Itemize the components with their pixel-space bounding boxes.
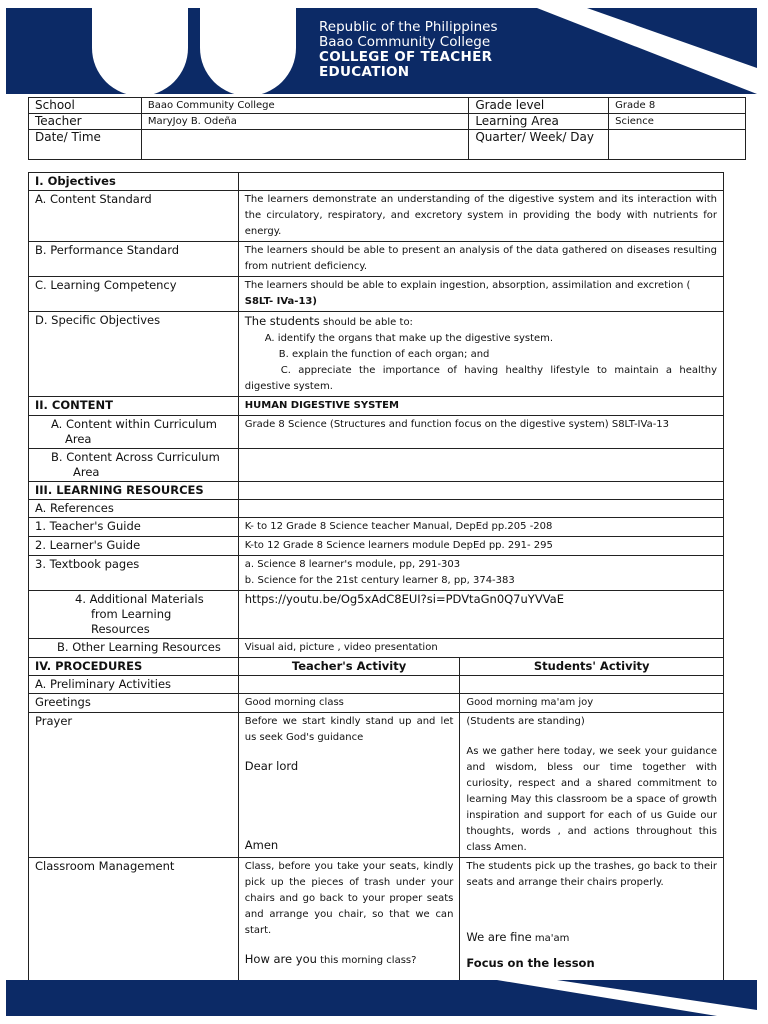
content-title: HUMAN DIGESTIVE SYSTEM <box>238 397 723 416</box>
date-time-value <box>141 130 468 160</box>
header-department-line1: COLLEGE OF TEACHER <box>319 49 493 65</box>
classroom-management-students <box>460 858 724 986</box>
content-across-label: B. Content Across Curriculum Area <box>29 449 239 482</box>
learning-area-value: Science <box>609 114 746 130</box>
header-text <box>319 20 497 80</box>
banner-logo-shape-left <box>92 8 188 94</box>
header-college-name: Baao Community College <box>319 34 491 50</box>
specific-objective-b: B. explain the function of each organ; and <box>278 349 490 360</box>
footer-banner <box>6 980 757 1016</box>
references-label: A. References <box>29 500 239 518</box>
specific-intro: The students <box>244 314 320 328</box>
teachers-guide-label: 1. Teacher's Guide <box>29 518 239 537</box>
objectives-heading-row <box>29 173 724 191</box>
learners-guide-value: K-to 12 Grade 8 Science learners module DepEd pp. 291- 295 <box>238 537 723 556</box>
specific-objectives-value <box>238 312 723 397</box>
school-value: Baao Community College <box>141 98 468 114</box>
management-students-action: The students pick up the trashes, go back to their seats and arrange their chairs properly. <box>466 861 717 888</box>
header-banner <box>6 8 757 94</box>
greetings-teacher: Good morning class <box>238 694 460 713</box>
management-students-focus: Focus on the lesson <box>466 956 595 970</box>
grade-level-label: Grade level <box>469 98 609 114</box>
specific-intro-rest: should be able to: <box>319 317 413 328</box>
banner-stripe-decoration <box>497 8 757 94</box>
specific-objective-a: A. identify the organs that make up the digestive system. <box>264 333 554 344</box>
banner-logo-shape-right <box>200 8 296 94</box>
greetings-label: Greetings <box>29 694 239 713</box>
performance-standard-value: The learners should be able to present an analysis of the data gathered on diseases resulting from nutrient deficiency. <box>238 242 723 277</box>
footer-stripe-decoration <box>497 980 757 1016</box>
prayer-students-prayer: As we gather here today, we seek your guidance and wisdom, bless our time together with curiosity, respect and a shared commitment to learning May this classroom be a space of growth inspiration and support for each of us Guide our thoughts, words , and actions throughout this class Amen. <box>466 746 717 853</box>
prayer-teacher-dear-lord: Dear lord <box>244 759 299 773</box>
prayer-teacher <box>238 713 460 858</box>
prayer-teacher-amen: Amen <box>244 838 279 852</box>
learners-guide-label: 2. Learner's Guide <box>29 537 239 556</box>
quarter-week-day-value <box>609 130 746 160</box>
other-resources-value: Visual aid, picture , video presentation <box>238 639 723 658</box>
additional-materials-label: 4. Additional Materials from Learning Resources <box>29 591 239 639</box>
greetings-students: Good morning ma'am joy <box>460 694 724 713</box>
management-students-reply-rest: ma'am <box>531 933 570 944</box>
specific-objective-c: C. appreciate the importance of having healthy lifestyle to maintain a healthy digestive system. <box>244 365 717 392</box>
objectives-heading: I. Objectives <box>29 173 239 191</box>
resources-heading: III. LEARNING RESOURCES <box>29 482 239 500</box>
classroom-management-label: Classroom Management <box>29 858 239 986</box>
teacher-label: Teacher <box>29 114 142 130</box>
management-teacher-question: How are you <box>244 952 317 966</box>
prayer-students <box>460 713 724 858</box>
textbook-a: a. Science 8 learner's module, pp, 291-303 <box>244 559 461 570</box>
content-standard-label: A. Content Standard <box>29 191 239 242</box>
content-heading: II. CONTENT <box>29 397 239 416</box>
management-teacher-question-rest: this morning class? <box>316 955 417 966</box>
school-label: School <box>29 98 142 114</box>
other-resources-label: B. Other Learning Resources <box>29 639 239 658</box>
classroom-management-teacher <box>238 858 460 986</box>
learning-competency-label: C. Learning Competency <box>29 277 239 312</box>
grade-level-value: Grade 8 <box>609 98 746 114</box>
quarter-week-day-label: Quarter/ Week/ Day <box>469 130 609 160</box>
procedures-heading: IV. PROCEDURES <box>29 658 239 676</box>
specific-objectives-label: D. Specific Objectives <box>29 312 239 397</box>
textbook-pages-label: 3. Textbook pages <box>29 556 239 591</box>
learning-competency-value <box>238 277 723 312</box>
header-republic: Republic of the Philippines <box>319 19 498 35</box>
teachers-guide-value: K- to 12 Grade 8 Science teacher Manual, DepEd pp.205 -208 <box>238 518 723 537</box>
prayer-students-standing: (Students are standing) <box>466 716 585 727</box>
management-teacher-instruction: Class, before you take your seats, kindly pick up the pieces of trash under your chairs and go back to your proper seats and arrange you chair, so that we can start. <box>244 861 454 936</box>
content-within-label: A. Content within Curriculum Area <box>29 416 239 449</box>
additional-materials-link[interactable]: https://youtu.be/Og5xAdC8EUI?si=PDVtaGn0Q7uYVVaE <box>238 591 723 639</box>
learning-competency-code: S8LT- IVa-13) <box>244 296 317 307</box>
date-time-label: Date/ Time <box>29 130 142 160</box>
prayer-teacher-instruction: Before we start kindly stand up and let us seek God's guidance <box>244 716 454 743</box>
students-activity-header: Students' Activity <box>460 658 724 676</box>
teacher-activity-header: Teacher's Activity <box>238 658 460 676</box>
learning-competency-text: The learners should be able to explain ingestion, absorption, assimilation and excretion ( <box>244 280 691 291</box>
textbook-b: b. Science for the 21st century learner 8, pp, 374-383 <box>244 575 515 586</box>
preliminary-activities-label: A. Preliminary Activities <box>29 676 239 694</box>
content-standard-value: The learners demonstrate an understanding of the digestive system and its interaction with the circulatory, respiratory, and excretory system in providing the body with nutrients for energy. <box>238 191 723 242</box>
header-department-line2: EDUCATION <box>319 64 410 80</box>
content-across-value <box>238 449 723 482</box>
management-students-reply: We are fine <box>466 930 532 944</box>
lesson-plan-table <box>28 172 724 986</box>
prayer-label: Prayer <box>29 713 239 858</box>
textbook-pages-value <box>238 556 723 591</box>
performance-standard-label: B. Performance Standard <box>29 242 239 277</box>
info-table <box>28 97 746 160</box>
content-within-value: Grade 8 Science (Structures and function focus on the digestive system) S8LT-IVa-13 <box>238 416 723 449</box>
teacher-value: MaryJoy B. Odeña <box>141 114 468 130</box>
learning-area-label: Learning Area <box>469 114 609 130</box>
